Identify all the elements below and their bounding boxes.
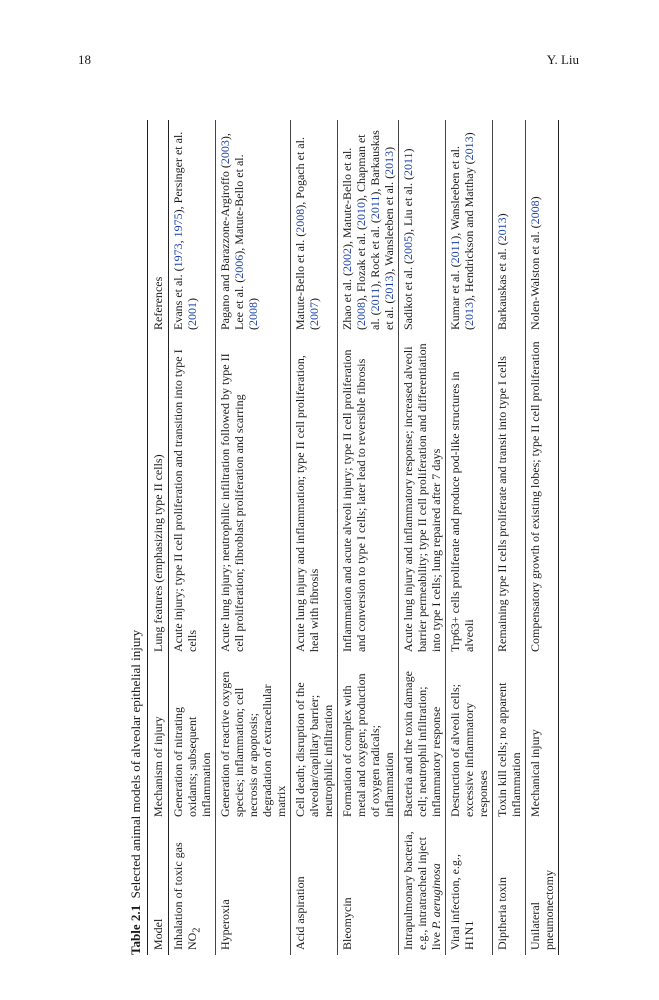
features-cell: Compensatory growth of existing lobes; type II cell proliferation xyxy=(526,335,559,657)
rotated-table-block xyxy=(127,120,567,955)
table-row xyxy=(399,120,446,955)
references-cell: Nolen-Walston et al. (2008) xyxy=(526,120,559,335)
mechanism-cell: Toxin kill cells; no apparent inflammation xyxy=(493,657,526,822)
page-number: 18 xyxy=(78,52,91,67)
model-cell: Bleomycin xyxy=(338,822,399,955)
model-cell: Unilateral pneumonectomy xyxy=(526,822,559,955)
features-cell: Inflammation and acute alveoli injury; type II cell proliferation and conversion to type I cells; later lead to reversible fibrosis xyxy=(338,335,399,657)
citation-year-link[interactable]: 2008 xyxy=(246,302,260,326)
features-cell: Remaining type II cells proliferate and transit into type I cells xyxy=(493,335,526,657)
animal-models-table xyxy=(147,120,559,955)
citation-year-link[interactable]: 2007 xyxy=(307,302,321,326)
running-header-author: Y. Liu xyxy=(546,52,579,67)
column-header-mechanism: Mechanism of injury xyxy=(148,657,169,822)
mechanism-cell: Generation of nitrating oxidants; subsequent inflammation xyxy=(171,707,213,817)
mechanism-cell: Mechanical injury xyxy=(526,657,559,822)
table-caption xyxy=(127,120,147,955)
features-cell: Trp63+ cells proliferate and produce pod-like structures in alveoli xyxy=(446,335,493,657)
table-row xyxy=(291,120,338,955)
citation-year-link[interactable]: 2008 xyxy=(293,208,307,233)
references-cell: Evans et al. (1973, 1975), Persinger et al. (2001) xyxy=(171,131,199,330)
references-cell: Kumar et al. (2011), Wansleeben et al. (2013), Hendrickson and Matthay (2013) xyxy=(446,120,493,335)
features-cell: Acute lung injury; neutrophilic infiltration followed by type II cell proliferation; fibroblast proliferation and scarring xyxy=(216,335,291,657)
table-header-row xyxy=(148,120,169,955)
model-cell: Inhalation of toxic gas $NO_2$ xyxy=(171,842,203,950)
citation-year-link[interactable]: 1973 xyxy=(171,243,185,268)
features-cell: Acute lung injury and inflammation; type II cell proliferation, heal with fibrosis xyxy=(291,335,338,657)
table-row xyxy=(526,120,559,955)
citation-year-link[interactable]: 2011 xyxy=(368,287,382,312)
citation-year-link[interactable]: 2001 xyxy=(185,302,199,326)
citation-year-link[interactable]: 2013 xyxy=(382,150,396,175)
table-row xyxy=(338,120,399,955)
citation-year-link[interactable]: 2005 xyxy=(401,236,415,261)
citation-year-link[interactable]: 2002 xyxy=(340,248,354,273)
references-cell: Barkauskas et al. (2013) xyxy=(493,120,526,335)
citation-year-link[interactable]: 1975 xyxy=(171,213,185,238)
citation-year-link[interactable]: 2008 xyxy=(354,302,368,326)
table-row xyxy=(493,120,526,955)
citation-year-link[interactable]: 2011 xyxy=(448,239,462,264)
citation-year-link[interactable]: 2008 xyxy=(528,200,542,225)
citation-year-link[interactable]: 2013 xyxy=(462,136,476,161)
table-row xyxy=(446,120,493,955)
mechanism-cell: Destruction of alveoli cells; excessive inflammatory responses xyxy=(446,657,493,822)
model-cell: Hyperoxia xyxy=(216,822,291,955)
mechanism-cell: Generation of reactive oxygen species; inflammation; cell necrosis or apoptosis; degradation of extracellular matrix xyxy=(216,657,291,822)
references-cell: Zhao et al. (2002), Matute-Bello et al. (2008), Flozak et al. (2010), Chapman et al. (2011), Rock et al. (2011), Barkauskas et al. (2013), Wansleeben et al. (2013) xyxy=(338,120,399,335)
model-cell: Diptheria toxin xyxy=(493,822,526,955)
column-header-features: Lung features (emphasizing type II cells) xyxy=(148,335,169,657)
citation-year-link[interactable]: 2013 xyxy=(462,302,476,326)
features-cell: Acute injury; type II cell proliferation and transition into type I cells xyxy=(171,349,199,652)
table-row xyxy=(169,120,216,955)
mechanism-cell: Cell death; disruption of the alveolar/capillary barrier; neutrophilic infiltration xyxy=(291,657,338,822)
citation-year-link[interactable]: 2011 xyxy=(401,152,415,177)
model-cell: Acid aspiration xyxy=(291,822,338,955)
mechanism-cell: Formation of complex with metal and oxygen; production of oxygen radicals; inflammation xyxy=(338,657,399,822)
table-label: Table 2.1 xyxy=(128,904,143,955)
references-cell: Matute-Bello et al. (2008), Pogach et al. (2007) xyxy=(291,120,338,335)
mechanism-cell: Bacteria and the toxin damage cell; neutrophil infiltration; inflammatory response xyxy=(399,657,446,822)
references-cell: Sadikot et al. (2005), Liu et al. (2011) xyxy=(399,120,446,335)
citation-year-link[interactable]: 2006 xyxy=(232,254,246,279)
citation-year-link[interactable]: 2003 xyxy=(218,140,232,165)
citation-year-link[interactable]: 2010 xyxy=(354,202,368,227)
citation-year-link[interactable]: 2013 xyxy=(495,217,509,242)
table-caption-text: Selected animal models of alveolar epithelial injury xyxy=(128,629,143,899)
model-cell: Intrapulmonary bacteria, e.g., intratracheal inject live P. aeruginosa xyxy=(399,822,446,955)
table-row xyxy=(216,120,291,955)
citation-year-link[interactable]: 2013 xyxy=(382,275,396,300)
citation-year-link[interactable]: 2011 xyxy=(368,195,382,220)
features-cell: Acute lung injury and inflammatory response; increased alveoli barrier permeability; type II cell proliferation and differentiation into type I cells; lung repaired after 7 days xyxy=(399,335,446,657)
column-header-references: References xyxy=(148,120,169,335)
column-header-model: Model xyxy=(148,822,169,955)
model-cell: Viral infection, e.g., H1N1 xyxy=(446,822,493,955)
references-cell: Pagano and Barazzone-Argiroffo (2003), Lee et al. (2006), Matute-Bello et al. (2008) xyxy=(216,120,291,335)
